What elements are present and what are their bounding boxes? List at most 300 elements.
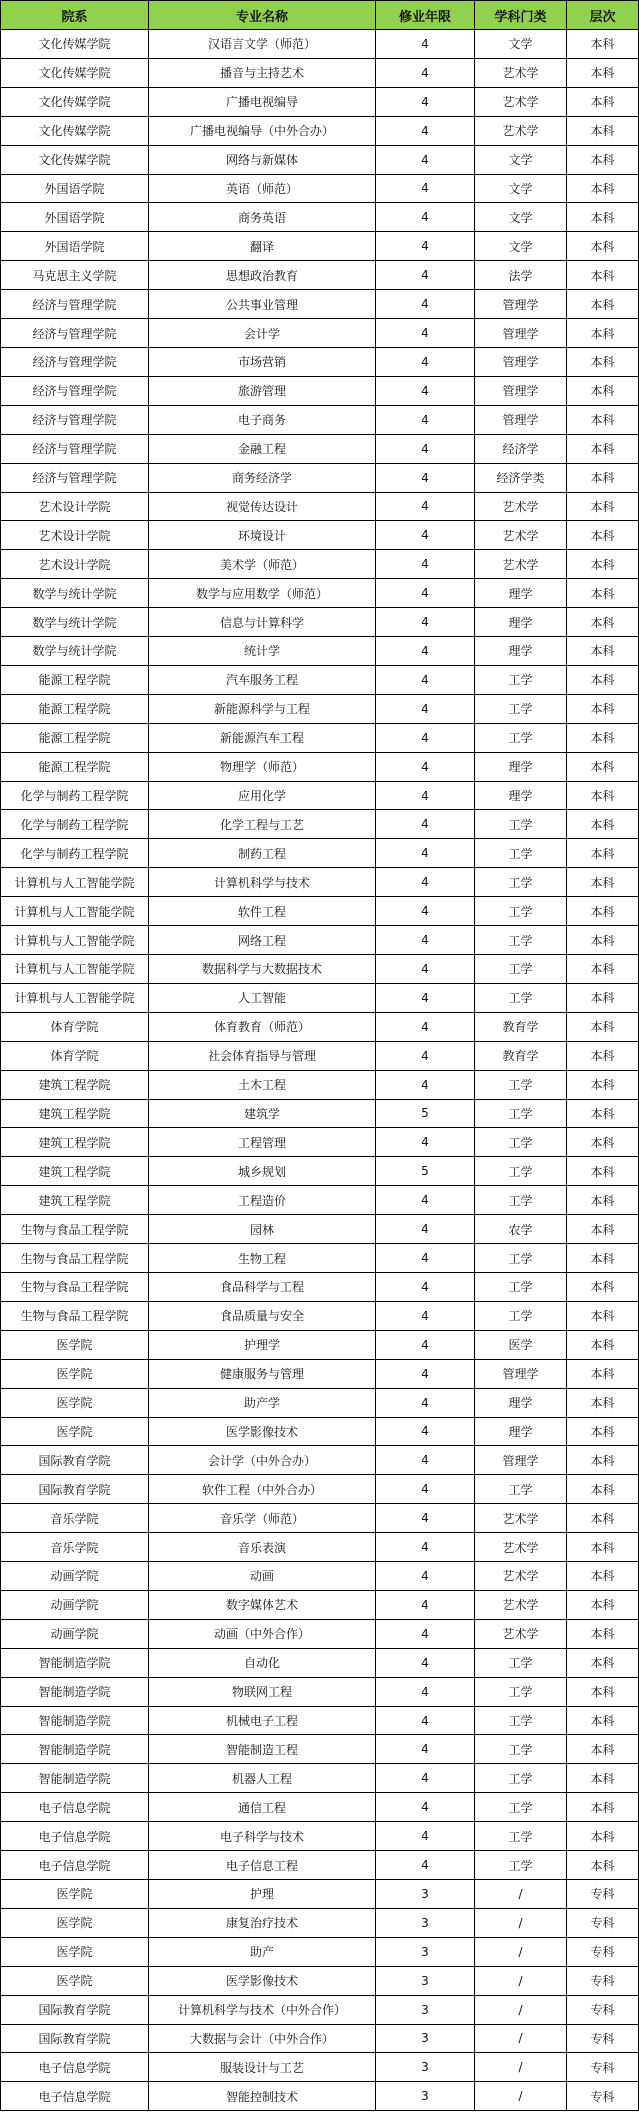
major-name-cell: 广播电视编导 [149,87,376,116]
level-cell: 本科 [567,30,639,59]
college-cell: 数学与统计学院 [1,608,149,637]
college-cell: 外国语学院 [1,174,149,203]
level-cell: 本科 [567,752,639,781]
college-cell: 能源工程学院 [1,723,149,752]
study-years-cell: 4 [376,1186,475,1215]
study-years-cell: 4 [376,665,475,694]
discipline-cell: 工学 [475,1764,567,1793]
study-years-cell: 4 [376,1446,475,1475]
study-years-cell: 4 [376,1504,475,1533]
major-name-cell: 社会体育指导与管理 [149,1041,376,1070]
discipline-cell: 文学 [475,203,567,232]
level-cell: 本科 [567,1475,639,1504]
table-row [1,1677,639,1706]
discipline-cell: 理学 [475,637,567,666]
table-row [1,1793,639,1822]
major-name-cell: 汉语言文学（师范） [149,30,376,59]
table-row [1,2024,639,2053]
table-row [1,810,639,839]
discipline-cell: / [475,1995,567,2024]
major-name-cell: 会计学 [149,319,376,348]
level-cell: 本科 [567,1793,639,1822]
discipline-cell: 艺术学 [475,492,567,521]
college-cell: 国际教育学院 [1,1475,149,1504]
table-row [1,1562,639,1591]
table-row [1,1244,639,1273]
discipline-cell: 艺术学 [475,87,567,116]
table-row [1,983,639,1012]
level-cell: 本科 [567,1301,639,1330]
major-name-cell: 播音与主持艺术 [149,58,376,87]
table-row [1,463,639,492]
college-cell: 医学院 [1,1937,149,1966]
table-row [1,926,639,955]
major-name-cell: 会计学（中外合办） [149,1446,376,1475]
discipline-cell: 管理学 [475,319,567,348]
college-cell: 化学与制药工程学院 [1,781,149,810]
table-row [1,550,639,579]
college-cell: 国际教育学院 [1,2024,149,2053]
study-years-cell: 4 [376,1851,475,1880]
study-years-cell: 4 [376,781,475,810]
major-name-cell: 人工智能 [149,983,376,1012]
study-years-cell: 4 [376,290,475,319]
table-row [1,347,639,376]
level-cell: 本科 [567,1590,639,1619]
header-level: 层次 [567,1,639,30]
header-major-name: 专业名称 [149,1,376,30]
level-cell: 本科 [567,1822,639,1851]
major-name-cell: 网络与新媒体 [149,145,376,174]
major-name-cell: 健康服务与管理 [149,1359,376,1388]
major-name-cell: 工程管理 [149,1128,376,1157]
discipline-cell: 管理学 [475,376,567,405]
major-name-cell: 土木工程 [149,1070,376,1099]
college-cell: 计算机与人工智能学院 [1,897,149,926]
study-years-cell: 4 [376,116,475,145]
study-years-cell: 3 [376,1966,475,1995]
major-name-cell: 通信工程 [149,1793,376,1822]
college-cell: 医学院 [1,1388,149,1417]
discipline-cell: 艺术学 [475,521,567,550]
level-cell: 本科 [567,492,639,521]
level-cell: 本科 [567,723,639,752]
major-name-cell: 音乐表演 [149,1533,376,1562]
major-name-cell: 医学影像技术 [149,1966,376,1995]
college-cell: 文化传媒学院 [1,87,149,116]
major-name-cell: 视觉传达设计 [149,492,376,521]
major-name-cell: 生物工程 [149,1244,376,1273]
table-row [1,434,639,463]
table-row [1,1070,639,1099]
study-years-cell: 4 [376,434,475,463]
major-name-cell: 翻译 [149,232,376,261]
major-name-cell: 电子科学与技术 [149,1822,376,1851]
college-cell: 文化传媒学院 [1,30,149,59]
study-years-cell: 4 [376,579,475,608]
college-cell: 电子信息学院 [1,2053,149,2082]
college-cell: 经济与管理学院 [1,319,149,348]
major-name-cell: 新能源汽车工程 [149,723,376,752]
study-years-cell: 4 [376,1619,475,1648]
table-row [1,723,639,752]
college-cell: 音乐学院 [1,1533,149,1562]
college-cell: 数学与统计学院 [1,579,149,608]
major-name-cell: 智能控制技术 [149,2082,376,2111]
table-row [1,116,639,145]
discipline-cell: 理学 [475,1388,567,1417]
table-row [1,1851,639,1880]
major-name-cell: 软件工程 [149,897,376,926]
major-name-cell: 信息与计算科学 [149,608,376,637]
level-cell: 本科 [567,1244,639,1273]
level-cell: 本科 [567,1359,639,1388]
major-name-cell: 商务英语 [149,203,376,232]
level-cell: 本科 [567,232,639,261]
study-years-cell: 4 [376,174,475,203]
table-row [1,1475,639,1504]
level-cell: 本科 [567,116,639,145]
level-cell: 专科 [567,1908,639,1937]
major-name-cell: 护理 [149,1880,376,1909]
major-name-cell: 机器人工程 [149,1764,376,1793]
header-row [1,1,639,30]
discipline-cell: 文学 [475,145,567,174]
level-cell: 本科 [567,608,639,637]
major-name-cell: 网络工程 [149,926,376,955]
level-cell: 本科 [567,637,639,666]
level-cell: 本科 [567,983,639,1012]
level-cell: 本科 [567,1764,639,1793]
major-name-cell: 城乡规划 [149,1157,376,1186]
level-cell: 本科 [567,1215,639,1244]
college-cell: 经济与管理学院 [1,376,149,405]
study-years-cell: 3 [376,1880,475,1909]
college-cell: 电子信息学院 [1,1793,149,1822]
table-row [1,1157,639,1186]
discipline-cell: 理学 [475,608,567,637]
table-row [1,319,639,348]
level-cell: 专科 [567,1880,639,1909]
study-years-cell: 4 [376,983,475,1012]
major-name-cell: 计算机科学与技术 [149,868,376,897]
college-cell: 经济与管理学院 [1,290,149,319]
discipline-cell: 理学 [475,579,567,608]
level-cell: 本科 [567,1099,639,1128]
major-name-cell: 护理学 [149,1330,376,1359]
study-years-cell: 4 [376,926,475,955]
college-cell: 计算机与人工智能学院 [1,868,149,897]
college-cell: 文化传媒学院 [1,58,149,87]
table-row [1,203,639,232]
level-cell: 专科 [567,1937,639,1966]
major-name-cell: 物联网工程 [149,1677,376,1706]
table-row [1,897,639,926]
college-cell: 数学与统计学院 [1,637,149,666]
discipline-cell: 工学 [475,1099,567,1128]
table-row [1,1128,639,1157]
college-cell: 医学院 [1,1417,149,1446]
study-years-cell: 4 [376,30,475,59]
discipline-cell: 管理学 [475,290,567,319]
table-row [1,839,639,868]
table-row [1,1590,639,1619]
discipline-cell: 教育学 [475,1041,567,1070]
major-name-cell: 服装设计与工艺 [149,2053,376,2082]
table-row [1,1908,639,1937]
table-row [1,87,639,116]
level-cell: 本科 [567,1677,639,1706]
college-cell: 动画学院 [1,1590,149,1619]
study-years-cell: 4 [376,1301,475,1330]
level-cell: 本科 [567,781,639,810]
major-name-cell: 新能源科学与工程 [149,694,376,723]
study-years-cell: 4 [376,637,475,666]
major-name-cell: 公共事业管理 [149,290,376,319]
discipline-cell: / [475,2053,567,2082]
study-years-cell: 4 [376,1330,475,1359]
level-cell: 本科 [567,1619,639,1648]
college-cell: 生物与食品工程学院 [1,1301,149,1330]
table-row [1,608,639,637]
college-cell: 能源工程学院 [1,752,149,781]
table-row [1,58,639,87]
level-cell: 本科 [567,290,639,319]
level-cell: 本科 [567,1648,639,1677]
major-name-cell: 环境设计 [149,521,376,550]
table-row [1,1446,639,1475]
college-cell: 智能制造学院 [1,1735,149,1764]
study-years-cell: 4 [376,1677,475,1706]
table-row [1,781,639,810]
table-row [1,1012,639,1041]
discipline-cell: 艺术学 [475,116,567,145]
study-years-cell: 4 [376,897,475,926]
level-cell: 本科 [567,926,639,955]
college-cell: 计算机与人工智能学院 [1,926,149,955]
discipline-cell: 工学 [475,694,567,723]
discipline-cell: / [475,2082,567,2111]
table-row [1,1041,639,1070]
discipline-cell: 管理学 [475,1446,567,1475]
college-cell: 化学与制药工程学院 [1,839,149,868]
college-cell: 电子信息学院 [1,2082,149,2111]
level-cell: 本科 [567,521,639,550]
major-name-cell: 数据科学与大数据技术 [149,955,376,984]
level-cell: 本科 [567,1186,639,1215]
table-row [1,665,639,694]
table-row [1,1359,639,1388]
study-years-cell: 4 [376,319,475,348]
table-body [1,30,639,2111]
major-name-cell: 应用化学 [149,781,376,810]
study-years-cell: 4 [376,868,475,897]
discipline-cell: 经济学 [475,434,567,463]
discipline-cell: / [475,1937,567,1966]
study-years-cell: 4 [376,261,475,290]
major-name-cell: 英语（师范） [149,174,376,203]
major-name-cell: 音乐学（师范） [149,1504,376,1533]
college-cell: 文化传媒学院 [1,116,149,145]
table-row [1,1735,639,1764]
study-years-cell: 3 [376,1995,475,2024]
college-cell: 医学院 [1,1966,149,1995]
table-row [1,261,639,290]
discipline-cell: 理学 [475,752,567,781]
college-cell: 艺术设计学院 [1,492,149,521]
level-cell: 本科 [567,463,639,492]
table-row [1,1186,639,1215]
level-cell: 专科 [567,2024,639,2053]
major-name-cell: 制药工程 [149,839,376,868]
level-cell: 本科 [567,1562,639,1591]
discipline-cell: 工学 [475,723,567,752]
level-cell: 本科 [567,1070,639,1099]
level-cell: 本科 [567,347,639,376]
college-cell: 能源工程学院 [1,665,149,694]
study-years-cell: 4 [376,1272,475,1301]
table-row [1,1648,639,1677]
study-years-cell: 4 [376,1244,475,1273]
college-cell: 电子信息学院 [1,1822,149,1851]
level-cell: 本科 [567,665,639,694]
college-cell: 音乐学院 [1,1504,149,1533]
discipline-cell: 艺术学 [475,550,567,579]
discipline-cell: / [475,1908,567,1937]
discipline-cell: 工学 [475,983,567,1012]
level-cell: 本科 [567,1706,639,1735]
table-header [1,1,639,30]
study-years-cell: 4 [376,1417,475,1446]
major-name-cell: 动画（中外合作） [149,1619,376,1648]
level-cell: 本科 [567,58,639,87]
discipline-cell: 管理学 [475,347,567,376]
discipline-cell: 工学 [475,1128,567,1157]
major-name-cell: 市场营销 [149,347,376,376]
study-years-cell: 4 [376,1533,475,1562]
major-name-cell: 美术学（师范） [149,550,376,579]
college-cell: 马克思主义学院 [1,261,149,290]
college-cell: 智能制造学院 [1,1648,149,1677]
major-name-cell: 康复治疗技术 [149,1908,376,1937]
study-years-cell: 5 [376,1099,475,1128]
major-name-cell: 计算机科学与技术（中外合作） [149,1995,376,2024]
table-row [1,1619,639,1648]
level-cell: 本科 [567,1388,639,1417]
study-years-cell: 4 [376,550,475,579]
study-years-cell: 4 [376,839,475,868]
major-name-cell: 助产学 [149,1388,376,1417]
discipline-cell: 工学 [475,897,567,926]
discipline-cell: 工学 [475,1735,567,1764]
level-cell: 专科 [567,2082,639,2111]
discipline-cell: 法学 [475,261,567,290]
discipline-cell: 工学 [475,1677,567,1706]
discipline-cell: 艺术学 [475,1590,567,1619]
level-cell: 本科 [567,1504,639,1533]
table-row [1,955,639,984]
discipline-cell: 工学 [475,1301,567,1330]
level-cell: 本科 [567,1533,639,1562]
table-row [1,1937,639,1966]
table-row [1,232,639,261]
discipline-cell: 文学 [475,174,567,203]
level-cell: 本科 [567,174,639,203]
discipline-cell: 理学 [475,781,567,810]
table-row [1,1330,639,1359]
discipline-cell: 工学 [475,926,567,955]
header-study-years: 修业年限 [376,1,475,30]
study-years-cell: 4 [376,1359,475,1388]
level-cell: 专科 [567,2053,639,2082]
table-row [1,694,639,723]
level-cell: 本科 [567,434,639,463]
discipline-cell: / [475,2024,567,2053]
college-cell: 计算机与人工智能学院 [1,983,149,1012]
major-name-cell: 动画 [149,1562,376,1591]
table-row [1,405,639,434]
study-years-cell: 4 [376,1822,475,1851]
study-years-cell: 4 [376,1215,475,1244]
college-cell: 体育学院 [1,1012,149,1041]
college-cell: 动画学院 [1,1562,149,1591]
major-name-cell: 化学工程与工艺 [149,810,376,839]
level-cell: 本科 [567,87,639,116]
study-years-cell: 4 [376,1012,475,1041]
study-years-cell: 4 [376,1590,475,1619]
discipline-cell: 艺术学 [475,58,567,87]
study-years-cell: 4 [376,1388,475,1417]
study-years-cell: 4 [376,463,475,492]
college-cell: 经济与管理学院 [1,405,149,434]
level-cell: 本科 [567,261,639,290]
level-cell: 专科 [567,1966,639,1995]
study-years-cell: 5 [376,1157,475,1186]
discipline-cell: 工学 [475,665,567,694]
table-row [1,1533,639,1562]
major-name-cell: 医学影像技术 [149,1417,376,1446]
level-cell: 本科 [567,1735,639,1764]
college-cell: 艺术设计学院 [1,521,149,550]
discipline-cell: 理学 [475,1417,567,1446]
level-cell: 本科 [567,810,639,839]
college-cell: 动画学院 [1,1619,149,1648]
study-years-cell: 4 [376,1562,475,1591]
major-name-cell: 汽车服务工程 [149,665,376,694]
level-cell: 本科 [567,203,639,232]
level-cell: 本科 [567,579,639,608]
level-cell: 本科 [567,550,639,579]
college-cell: 外国语学院 [1,203,149,232]
college-cell: 外国语学院 [1,232,149,261]
level-cell: 本科 [567,897,639,926]
table-row [1,1764,639,1793]
header-discipline: 学科门类 [475,1,567,30]
study-years-cell: 4 [376,1128,475,1157]
major-name-cell: 食品科学与工程 [149,1272,376,1301]
table-row [1,174,639,203]
college-cell: 经济与管理学院 [1,434,149,463]
discipline-cell: 工学 [475,1822,567,1851]
table-row [1,145,639,174]
table-row [1,2082,639,2111]
major-name-cell: 电子信息工程 [149,1851,376,1880]
study-years-cell: 3 [376,1937,475,1966]
college-cell: 医学院 [1,1880,149,1909]
major-name-cell: 软件工程（中外合办） [149,1475,376,1504]
table-row [1,868,639,897]
major-name-cell: 物理学（师范） [149,752,376,781]
